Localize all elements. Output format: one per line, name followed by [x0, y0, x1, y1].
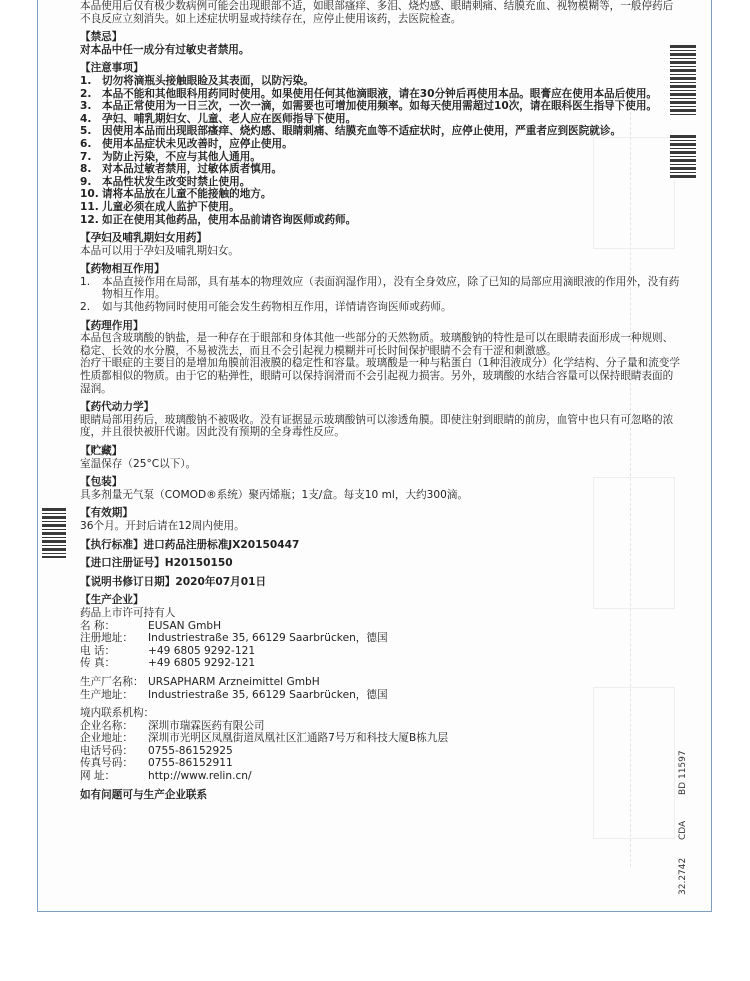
- standard-line: 【执行标准】进口药品注册标准JX20150447: [80, 538, 300, 551]
- list-item: 9. 本品性状发生改变时禁止使用。: [80, 175, 251, 188]
- contact-note: 如有问题可与生产企业联系: [80, 788, 208, 801]
- pregnancy-title: 【孕妇及哺乳期妇女用药】: [80, 232, 208, 245]
- list-item: 8. 对本品过敏者禁用，过敏体质者慎用。: [80, 163, 283, 176]
- packaging-title: 【包装】: [80, 476, 123, 489]
- domestic-name-row: 企业名称： 深圳市瑞霖医药有限公司: [80, 719, 265, 732]
- domestic-label: 境内联系机构：: [80, 707, 155, 720]
- license-line: 【进口注册证号】H20150150: [80, 557, 233, 570]
- domestic-phone-row: 电话号码： 0755-86152925: [80, 744, 233, 757]
- list-item: 5. 因使用本品而出现眼部瘙痒、烧灼感、眼睛刺痛、结膜充血等不适症状时，应停止使用，严重者应到医院就诊。: [80, 125, 622, 138]
- pharmacology-text-2: 治疗干眼症的主要目的是增加角膜前泪液膜的稳定性和容量。玻璃酸是一种与粘蛋白（1种泪液成分）化学结构、分子量和流变学性质都相似的物质。由于它的粘弹性，眼睛可以保持润滑而不会引起视力损害。另外，玻璃酸的水结合容量可以保持眼睛表面的湿润。: [80, 357, 680, 395]
- list-item: 12. 如正在使用其他药品，使用本品前请咨询医师或药师。: [80, 213, 357, 226]
- producer-name-row: 生产厂名称： URSAPHARM Arzneimittel GmbH: [80, 675, 320, 688]
- pharmacology-text-1: 本品包含玻璃酸的钠盐，是一种存在于眼部和身体其他一些部分的天然物质。玻璃酸钠的特性是可以在眼睛表面形成一种规则、稳定、长效的水分膜，不易被洗去，而且不会引起视力模糊并可长时间保护眼睛不会有干涩和刺激感。: [80, 332, 674, 357]
- list-item: 6. 使用本品症状未见改善时，应停止使用。: [80, 137, 293, 150]
- revision-date-line: 【说明书修订日期】2020年07月01日: [80, 575, 267, 588]
- holder-label: 药品上市许可持有人: [80, 606, 176, 619]
- list-item: 1. 本品直接作用在局部，具有基本的物理效应（表面润湿作用），没有全身效应，除了已知的局部应用滴眼液的作用外，没有药物相互作用。: [80, 275, 680, 301]
- interactions-list: [80, 276, 680, 314]
- domestic-website-row: 网 址： http://www.relin.cn/: [80, 770, 252, 783]
- contraindication-text: 对本品中任一成分有过敏史者禁用。: [80, 43, 250, 56]
- holder-phone-row: 电 话： +49 6805 9292-121: [80, 644, 256, 657]
- contraindication-title: 【禁忌】: [80, 31, 123, 44]
- packaging-text: 具多剂量无气泵（COMOD®系统）聚丙烯瓶；1支/盒。每支10 ml，大约300滴。: [80, 488, 469, 501]
- producer-address-row: 生产地址： Industriestraße 35, 66129 Saarbrücken，德国: [80, 688, 388, 701]
- pharmacology-title: 【药理作用】: [80, 319, 144, 332]
- interactions-title: 【药物相互作用】: [80, 263, 165, 276]
- domestic-address-row: 企业地址： 深圳市光明区凤凰街道凤凰社区汇通路7号万和科技大厦B栋九层: [80, 732, 449, 745]
- holder-address-row: 注册地址： Industriestraße 35, 66129 Saarbrücken，德国: [80, 632, 388, 645]
- list-item: 2. 如与其他药物同时使用可能会发生药物相互作用，详情请咨询医师或药师。: [80, 301, 452, 314]
- side-code-3: 32.2742: [678, 857, 688, 895]
- storage-text: 室温保存（25°C以下）。: [80, 457, 197, 470]
- holder-fax-row: 传 真： +49 6805 9292-121: [80, 657, 256, 670]
- validity-text: 36个月。开封后请在12周内使用。: [80, 519, 245, 532]
- storage-title: 【贮藏】: [80, 445, 123, 457]
- manufacturer-title: 【生产企业】: [80, 594, 144, 607]
- pregnancy-text: 本品可以用于孕妇及哺乳期妇女。: [80, 244, 239, 257]
- adverse-reactions-text: 本品使用后仅有极少数病例可能会出现眼部不适，如眼部瘙痒、多泪、烧灼感、眼睛刺痛、结膜充血、视物模糊等，一般停药后不良反应立刻消失。如上述症状明显或持续存在，应停止使用该药，去医院检查。: [80, 0, 674, 25]
- precautions-title: 【注意事项】: [80, 62, 144, 75]
- leaflet-text: [80, 0, 680, 801]
- pharmacokinetics-title: 【药代动力学】: [80, 401, 155, 414]
- list-item: 4. 孕妇、哺乳期妇女、儿童、老人应在医师指导下使用。: [80, 112, 357, 125]
- list-item: 1. 切勿将滴瓶头接触眼睑及其表面，以防污染。: [80, 74, 314, 87]
- list-item: 11. 儿童必须在成人监护下使用。: [80, 200, 240, 213]
- side-code-1: BD 11597: [678, 750, 688, 795]
- list-item: 3. 本品正常使用为一日三次，一次一滴，如需要也可增加使用频率。如每天使用需超过10次，请在眼科医生指导下使用。: [80, 100, 658, 113]
- precautions-list: [80, 75, 680, 226]
- list-item: 2. 本品不能和其他眼科用药同时使用。如果使用任何其他滴眼液，请在30分钟后再使用本品。眼膏应在使用本品后使用。: [80, 87, 658, 100]
- list-item: 7. 为防止污染，不应与其他人通用。: [80, 150, 261, 163]
- holder-name-row: 名 称： EUSAN GmbH: [80, 619, 222, 632]
- pharmacode-bar-left: [42, 508, 66, 558]
- pharmacokinetics-text: 眼睛局部用药后，玻璃酸钠不被吸收。没有证据显示玻璃酸钠可以渗透角膜。即使注射到眼睛的前房，血管中也只有可忽略的浓度，并且很快被肝代谢。因此没有预期的全身毒性反应。: [80, 413, 674, 439]
- list-item: 10. 请将本品放在儿童不能接触的地方。: [80, 188, 272, 201]
- side-code-2: CDA: [678, 820, 688, 840]
- validity-title: 【有效期】: [80, 507, 133, 520]
- domestic-fax-row: 传真号码： 0755-86152911: [80, 757, 233, 770]
